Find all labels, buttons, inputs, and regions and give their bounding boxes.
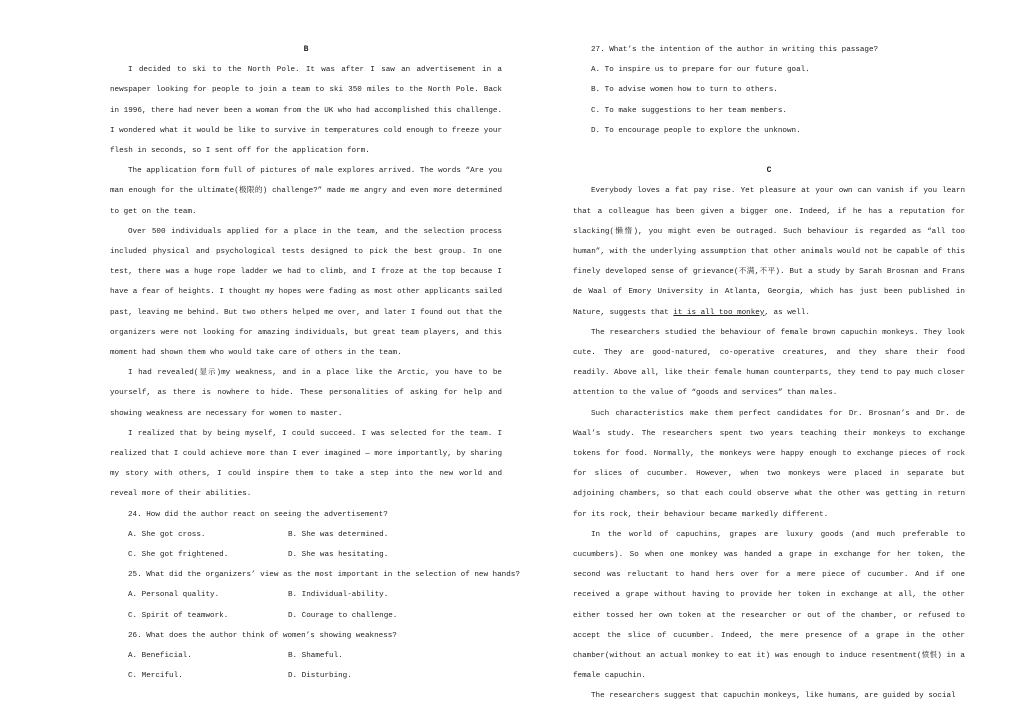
passage-c-paragraph: Such characteristics make them perfect candidates for Dr. Brosnan’s and Dr. de Waal’s study. The researchers spent two years teaching their monkeys to exchange tokens for food. Normally, the monkeys were happy enough to exchange pieces of rock for slices of cucumber. However, when two monkeys were placed in separate but adjoining chambers, so that each could observe what the other was getting in return for its rock, their behaviour became markedly different. <box>573 409 965 519</box>
left-column <box>110 40 520 686</box>
right-column <box>573 40 965 707</box>
option-a: A. Personal quality. <box>128 591 220 600</box>
question-26-options-row-2 <box>110 666 502 686</box>
question-27-option-b: B. To advise women how to turn to others. <box>591 86 778 95</box>
passage-b-paragraph: I decided to ski to the North Pole. It was after I saw an advertisement in a newspaper looking for people to join a team to ski 350 miles to the North Pole. Back in 1996, there had never been a woman from the UK who had accomplished this challenge. I wondered what it would be like to survive in temperatures cold enough to freeze your flesh in seconds, so I sent off for the application form. <box>110 66 502 155</box>
question-24-options-row-1 <box>110 525 502 545</box>
passage-c-p1-text: Everybody loves a fat pay rise. Yet pleasure at your own can vanish if you learn that a colleague has been given a bigger one. Indeed, if he has a reputation for slacking(懒惰), you might even be outraged. Such behaviour is regarded as “all too human”, with the underlying assumption that other animals would not be capable of this finely developed sense of grievance(不满,不平). But a study by Sarah Brosnan and Frans de Waal of Emory University in Atlanta, Georgia, which has just been published in Nature, suggests that <box>573 187 965 317</box>
question-27-option-c: C. To make suggestions to her team members. <box>591 106 787 115</box>
option-b: B. Individual-ability. <box>288 591 389 600</box>
option-a: A. She got cross. <box>128 530 206 539</box>
question-24-stem: 24. How did the author react on seeing the advertisement? <box>128 510 388 519</box>
option-d: D. Courage to challenge. <box>288 611 398 620</box>
passage-c-heading: C <box>766 166 772 176</box>
option-d: D. Disturbing. <box>288 672 352 681</box>
option-d: D. She was hesitating. <box>288 551 389 560</box>
passage-c-p1-end: , as well. <box>764 308 810 317</box>
passage-b-paragraph: The application form full of pictures of male explores arrived. The words “Are you man enough for the ultimate(极限的) challenge?” made me angry and even more determined to get on the team. <box>110 167 502 216</box>
underlined-phrase: it is all too monkey <box>673 308 765 317</box>
option-c: C. Spirit of teamwork. <box>128 611 229 620</box>
passage-b-heading: B <box>303 45 309 54</box>
option-b: B. She was determined. <box>288 530 389 539</box>
passage-c-paragraph <box>573 181 965 322</box>
option-b: B. Shameful. <box>288 652 343 661</box>
passage-c-paragraph: The researchers suggest that capuchin monkeys, like humans, are guided by social <box>591 692 956 701</box>
question-25-options-row-2 <box>110 606 502 626</box>
option-c: C. Merciful. <box>128 672 183 681</box>
passage-c-paragraph: The researchers studied the behaviour of female brown capuchin monkeys. They look cute. They are good-natured, co-operative creatures, and they share their food readily. Above all, like their female human counterparts, they tend to pay much closer attention to the value of “goods and services” than males. <box>573 328 965 398</box>
question-24-options-row-2 <box>110 545 502 565</box>
question-27-option-d: D. To encourage people to explore the unknown. <box>591 126 801 135</box>
passage-c-paragraph: In the world of capuchins, grapes are luxury goods (and much preferable to cucumbers). So when one monkey was handed a grape in exchange for her token, the second was reluctant to hand hers over for a mere piece of cucumber. And if one received a grape without having to provide her token in exchange at all, the other either tossed her own token at the researcher or out of the chamber, or refused to accept the slice of cucumber. Indeed, the mere presence of a grape in the other chamber(without an actual monkey to eat it) was enough to induce resentment(愤恨) in a female capuchin. <box>573 530 965 681</box>
question-27-stem: 27. What’s the intention of the author in writing this passage? <box>591 46 879 54</box>
question-26-options-row-1 <box>110 646 502 666</box>
passage-b-paragraph: Over 500 individuals applied for a place in the team, and the selection process included physical and psychological tests designed to pick the best group. In one test, there was a huge rope ladder we had to climb, and I froze at the top because I have a fear of heights. I thought my hopes were fading as most other applicants sailed past, leaving me behind. But two others helped me over, and later I found out that the organizers were not looking for amazing individuals, but great team players, and this moment had shown them who would take care of others in the team. <box>110 227 502 358</box>
question-26-stem: 26. What does the author think of women’s showing weakness? <box>128 631 397 640</box>
option-c: C. She got frightened. <box>128 551 229 560</box>
question-25-stem: 25. What did the organizers’ view as the most important in the selection of new hands? <box>128 571 520 580</box>
question-25-options-row-1 <box>110 585 502 605</box>
option-a: A. Beneficial. <box>128 652 192 661</box>
question-27-option-a: A. To inspire us to prepare for our future goal. <box>591 66 810 75</box>
passage-b-paragraph: I had revealed(显示)my weakness, and in a place like the Arctic, you have to be yourself, as there is nowhere to hide. These personalities of asking for help and showing weakness are necessary for women to master. <box>110 369 502 418</box>
passage-b-paragraph: I realized that by being myself, I could succeed. I was selected for the team. I realized that I could achieve more than I ever imagined — more importantly, by sharing my story with others, I could inspire them to take a step into the new world and reveal more of their abilities. <box>110 429 502 499</box>
